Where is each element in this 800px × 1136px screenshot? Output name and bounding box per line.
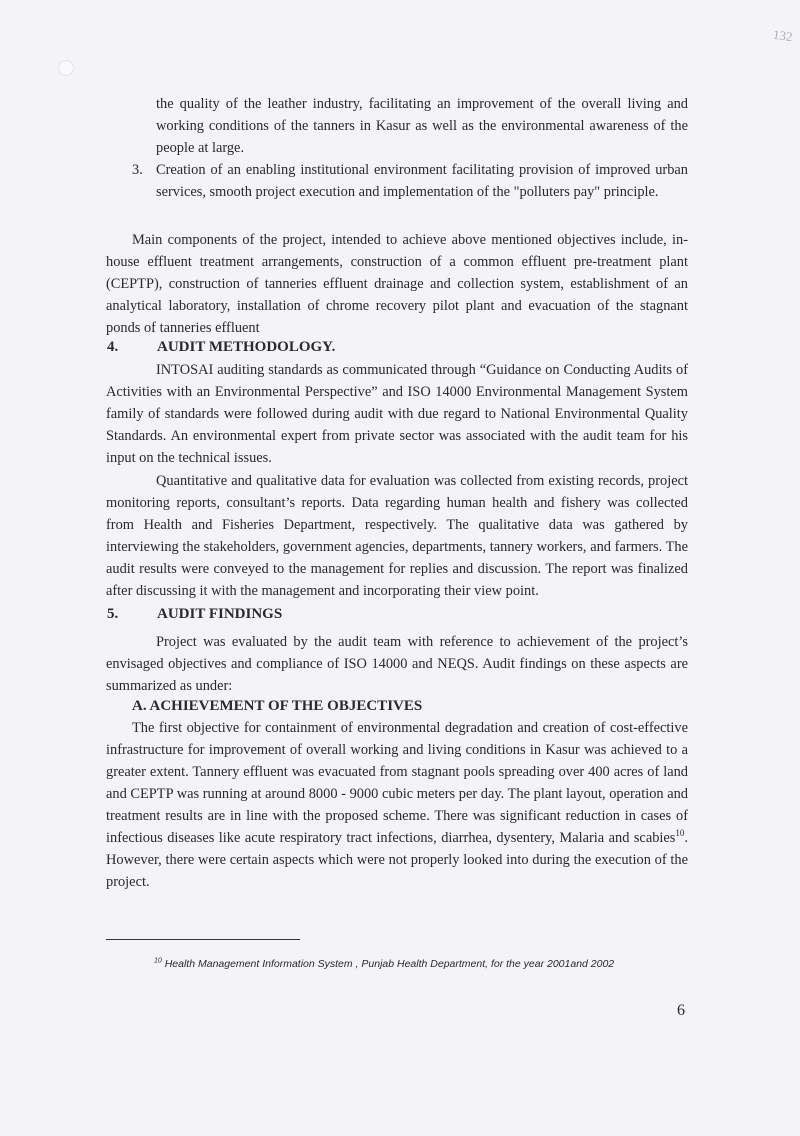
paragraph-text: . However, there were certain aspects which were not properly looked into during the execution of the project. (106, 830, 688, 890)
continuation-paragraph: the quality of the leather industry, facilitating an improvement of the overall living and working conditions of the tanners in Kasur as well as the environmental awareness of the people at large. (156, 96, 688, 156)
section-title: AUDIT METHODOLOGY. (157, 339, 336, 355)
footnote-separator (106, 939, 300, 940)
punch-hole (58, 60, 74, 76)
footnote (154, 956, 614, 972)
footnote-marker: 10 (154, 957, 162, 965)
list-item-text: Creation of an enabling institutional environment facilitating provision of improved urban services, smooth project execution and implementation of the "polluters pay" principle. (156, 162, 688, 200)
objectives-paragraph (106, 717, 688, 893)
subsection-heading: A. ACHIEVEMENT OF THE OBJECTIVES (132, 698, 423, 714)
page-number: 6 (677, 1002, 685, 1019)
corner-page-mark: 132 (771, 26, 794, 45)
section-title: AUDIT FINDINGS (157, 606, 283, 622)
section-number: 4. (107, 339, 119, 355)
list-item-number: 3. (132, 162, 143, 178)
methodology-paragraph-2: Quantitative and qualitative data for evaluation was collected from existing records, project monitoring reports, consultant’s reports. Data regarding human health and fishery was collected from Health and Fisheries Department, respectively. The qualitative data was gathered by interviewing the stakeholders, government agencies, departments, tannery workers, and farmers. The audit results were conveyed to the management for replies and discussion. The report was finalized after discussing it with the management and incorporating their view point. (106, 473, 688, 599)
footnote-text: Health Management Information System , Punjab Health Department, for the year 2001and 2002 (161, 958, 615, 970)
paragraph-text: The first objective for containment of environmental degradation and creation of cost-effective infrastructure for improvement of overall working and living conditions in Kasur was achieved to a greater extent. Tannery effluent was evacuated from stagnant pools spreading over 400 acres of land and CEPTP was running at around 8000 - 9000 cubic meters per day. The plant layout, operation and treatment results are in line with the proposed scheme. There was significant reduction in cases of infectious diseases like acute respiratory tract infections, diarrhea, dysentery, Malaria and scabies (106, 720, 688, 846)
objective-list-item (132, 159, 688, 203)
section-number: 5. (107, 606, 119, 622)
footnote-reference[interactable]: 10 (675, 828, 685, 839)
findings-paragraph: Project was evaluated by the audit team with reference to achievement of the project’s envisaged objectives and compliance of ISO 14000 and NEQS. Audit findings on these aspects are summarized as under: (106, 634, 688, 694)
methodology-paragraph-1: INTOSAI auditing standards as communicated through “Guidance on Conducting Audits of Activities with an Environmental Perspective” and ISO 14000 Environmental Management System family of standards were followed during audit with due regard to National Environmental Quality Standards. An environmental expert from private sector was associated with the audit team for his input on the technical issues. (106, 362, 688, 466)
components-paragraph: Main components of the project, intended to achieve above mentioned objectives include, in-house effluent treatment arrangements, construction of a common effluent pre-treatment plant (CEPTP), construction of tanneries effluent drainage and collection system, establishment of an analytical laboratory, installation of chrome recovery pilot plant and evacuation of the stagnant ponds of tanneries effluent (106, 232, 688, 336)
